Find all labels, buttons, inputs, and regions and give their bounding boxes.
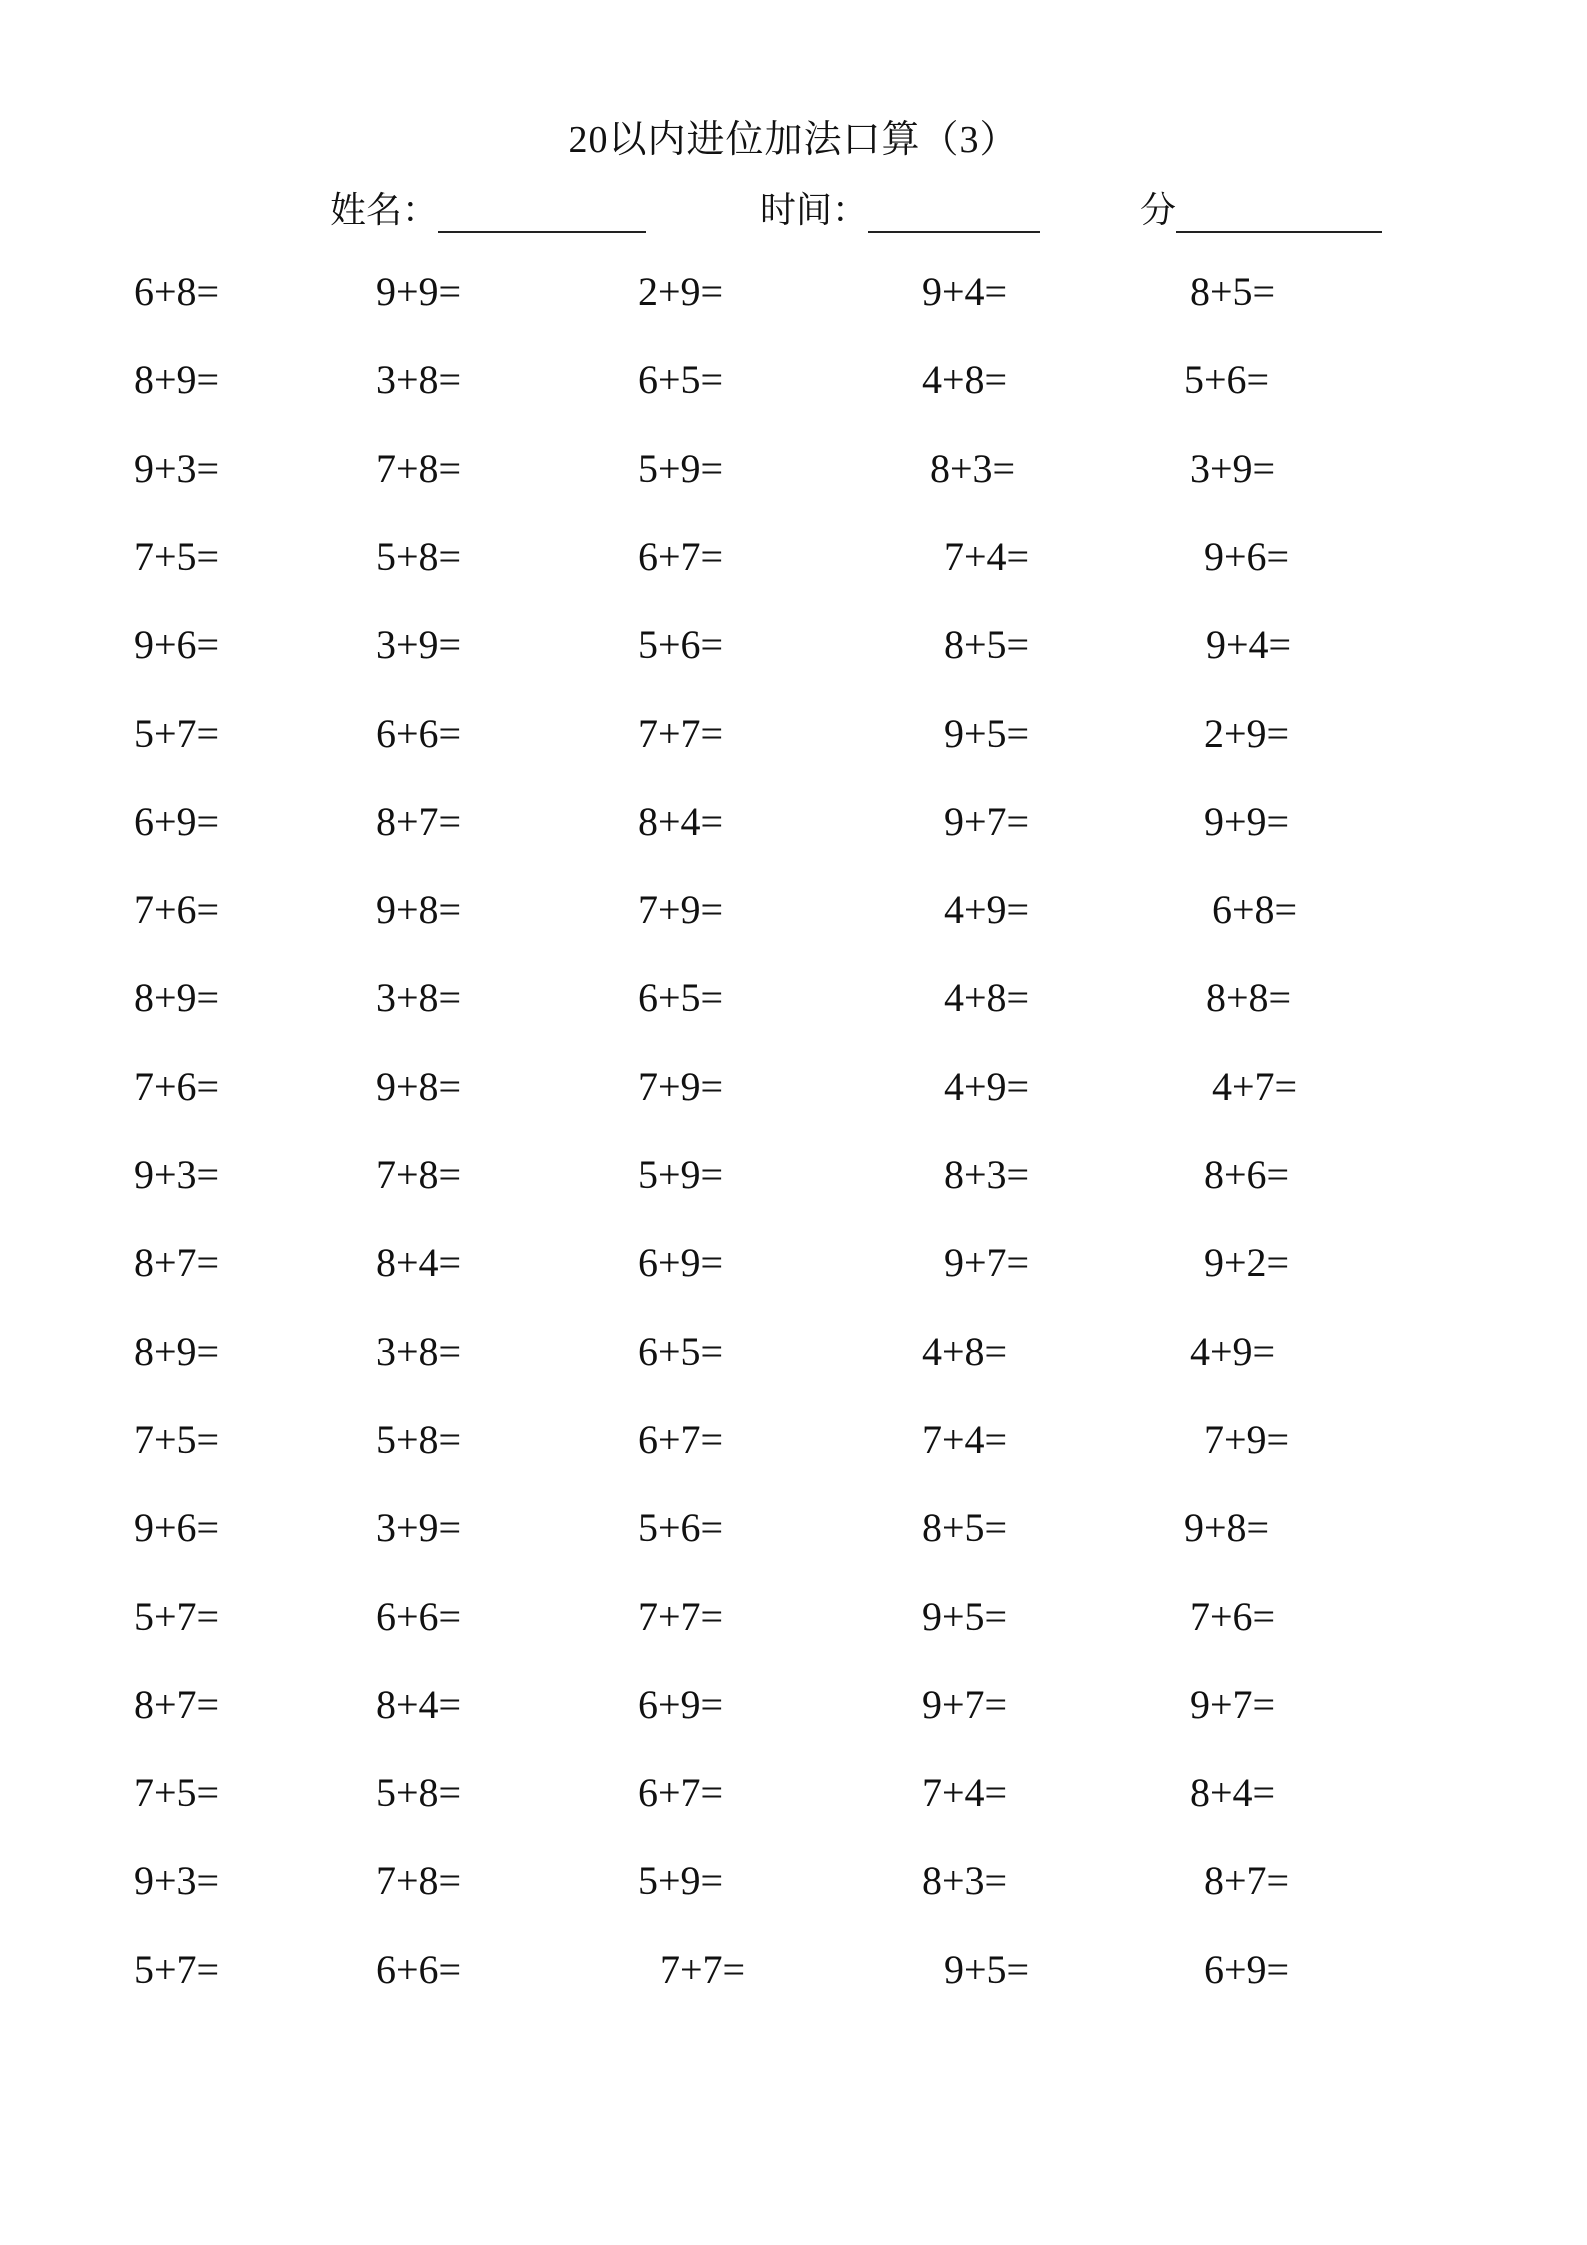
problem-item: 8+4= <box>638 799 724 844</box>
problem-item: 3+8= <box>376 1329 462 1374</box>
problem-item: 9+7= <box>922 1682 1008 1727</box>
problem-item: 6+8= <box>1212 887 1298 932</box>
problem-item: 8+5= <box>922 1505 1008 1550</box>
problem-item: 4+9= <box>944 887 1030 932</box>
problem-item: 7+8= <box>376 1152 462 1197</box>
problem-item: 5+8= <box>376 534 462 579</box>
problem-item: 9+7= <box>944 799 1030 844</box>
problem-item: 8+9= <box>134 1329 220 1374</box>
problem-item: 8+7= <box>1204 1858 1290 1903</box>
problem-item: 6+9= <box>638 1240 724 1285</box>
problem-item: 6+6= <box>376 1594 462 1639</box>
problem-item: 2+9= <box>1204 711 1290 756</box>
problem-item: 6+5= <box>638 357 724 402</box>
problem-item: 8+7= <box>134 1240 220 1285</box>
problem-item: 4+9= <box>1190 1329 1276 1374</box>
name-blank[interactable] <box>438 193 646 233</box>
problem-item: 7+7= <box>660 1947 746 1992</box>
problem-item: 9+7= <box>1190 1682 1276 1727</box>
problem-item: 3+8= <box>376 357 462 402</box>
problem-item: 9+5= <box>922 1594 1008 1639</box>
problem-item: 6+5= <box>638 975 724 1020</box>
problem-item: 7+6= <box>1190 1594 1276 1639</box>
problem-item: 8+3= <box>922 1858 1008 1903</box>
problem-item: 9+4= <box>922 269 1008 314</box>
problem-item: 5+7= <box>134 1594 220 1639</box>
problem-item: 5+9= <box>638 1858 724 1903</box>
problem-item: 7+5= <box>134 1417 220 1462</box>
problem-item: 8+4= <box>1190 1770 1276 1815</box>
problem-item: 7+8= <box>376 1858 462 1903</box>
problem-item: 6+6= <box>376 1947 462 1992</box>
problem-item: 6+7= <box>638 1770 724 1815</box>
problem-item: 9+4= <box>1206 622 1292 667</box>
problem-item: 9+9= <box>376 269 462 314</box>
problem-item: 4+7= <box>1212 1064 1298 1109</box>
score-blank[interactable] <box>1176 193 1382 233</box>
problem-item: 5+7= <box>134 1947 220 1992</box>
problem-item: 3+9= <box>376 1505 462 1550</box>
problem-item: 7+6= <box>134 1064 220 1109</box>
problem-item: 9+2= <box>1204 1240 1290 1285</box>
problem-item: 4+9= <box>944 1064 1030 1109</box>
problem-item: 5+7= <box>134 711 220 756</box>
problem-item: 5+6= <box>638 1505 724 1550</box>
problem-item: 5+9= <box>638 1152 724 1197</box>
problem-item: 6+5= <box>638 1329 724 1374</box>
problem-item: 7+5= <box>134 534 220 579</box>
problem-item: 8+4= <box>376 1682 462 1727</box>
problem-item: 4+8= <box>922 1329 1008 1374</box>
problem-item: 9+8= <box>376 1064 462 1109</box>
problem-item: 7+4= <box>922 1770 1008 1815</box>
score-field <box>1140 182 1382 233</box>
problem-item: 9+7= <box>944 1240 1030 1285</box>
problem-item: 7+9= <box>1204 1417 1290 1462</box>
problem-item: 8+9= <box>134 357 220 402</box>
problem-item: 6+7= <box>638 534 724 579</box>
problem-item: 7+9= <box>638 1064 724 1109</box>
problem-item: 7+6= <box>134 887 220 932</box>
problem-item: 3+9= <box>1190 446 1276 491</box>
problem-item: 8+5= <box>1190 269 1276 314</box>
problem-item: 9+6= <box>1204 534 1290 579</box>
problem-item: 6+9= <box>134 799 220 844</box>
problem-item: 7+8= <box>376 446 462 491</box>
problem-item: 8+9= <box>134 975 220 1020</box>
problem-item: 7+4= <box>944 534 1030 579</box>
problem-item: 6+9= <box>638 1682 724 1727</box>
problem-item: 5+6= <box>1184 357 1270 402</box>
problem-item: 8+6= <box>1204 1152 1290 1197</box>
problem-item: 9+9= <box>1204 799 1290 844</box>
problem-item: 8+8= <box>1206 975 1292 1020</box>
problem-item: 8+4= <box>376 1240 462 1285</box>
problem-item: 2+9= <box>638 269 724 314</box>
problem-item: 8+5= <box>944 622 1030 667</box>
problem-item: 7+4= <box>922 1417 1008 1462</box>
problem-item: 9+6= <box>134 1505 220 1550</box>
problem-item: 5+6= <box>638 622 724 667</box>
name-field <box>330 182 646 233</box>
problem-item: 7+7= <box>638 711 724 756</box>
name-label: 姓名： <box>330 190 439 230</box>
problem-item: 8+3= <box>930 446 1016 491</box>
problem-item: 5+8= <box>376 1417 462 1462</box>
problem-item: 9+5= <box>944 1947 1030 1992</box>
problem-item: 4+8= <box>944 975 1030 1020</box>
problem-item: 9+6= <box>134 622 220 667</box>
problem-item: 9+5= <box>944 711 1030 756</box>
problem-item: 4+8= <box>922 357 1008 402</box>
problem-item: 8+7= <box>134 1682 220 1727</box>
problem-item: 7+9= <box>638 887 724 932</box>
problem-item: 6+9= <box>1204 1947 1290 1992</box>
problem-item: 9+3= <box>134 1858 220 1903</box>
problem-item: 7+5= <box>134 1770 220 1815</box>
time-label: 时间： <box>760 190 869 230</box>
problem-item: 9+8= <box>1184 1505 1270 1550</box>
problem-item: 6+6= <box>376 711 462 756</box>
score-label: 分 <box>1140 190 1177 230</box>
time-field <box>760 182 1040 233</box>
problem-item: 3+9= <box>376 622 462 667</box>
time-blank[interactable] <box>868 193 1040 233</box>
problem-item: 5+8= <box>376 1770 462 1815</box>
problem-item: 9+8= <box>376 887 462 932</box>
problem-item: 3+8= <box>376 975 462 1020</box>
problem-item: 8+3= <box>944 1152 1030 1197</box>
problem-item: 9+3= <box>134 446 220 491</box>
problem-item: 6+8= <box>134 269 220 314</box>
problem-item: 6+7= <box>638 1417 724 1462</box>
problem-item: 8+7= <box>376 799 462 844</box>
problem-item: 9+3= <box>134 1152 220 1197</box>
problem-item: 7+7= <box>638 1594 724 1639</box>
problem-item: 5+9= <box>638 446 724 491</box>
worksheet-title: 20以内进位加法口算（3） <box>568 119 1019 161</box>
